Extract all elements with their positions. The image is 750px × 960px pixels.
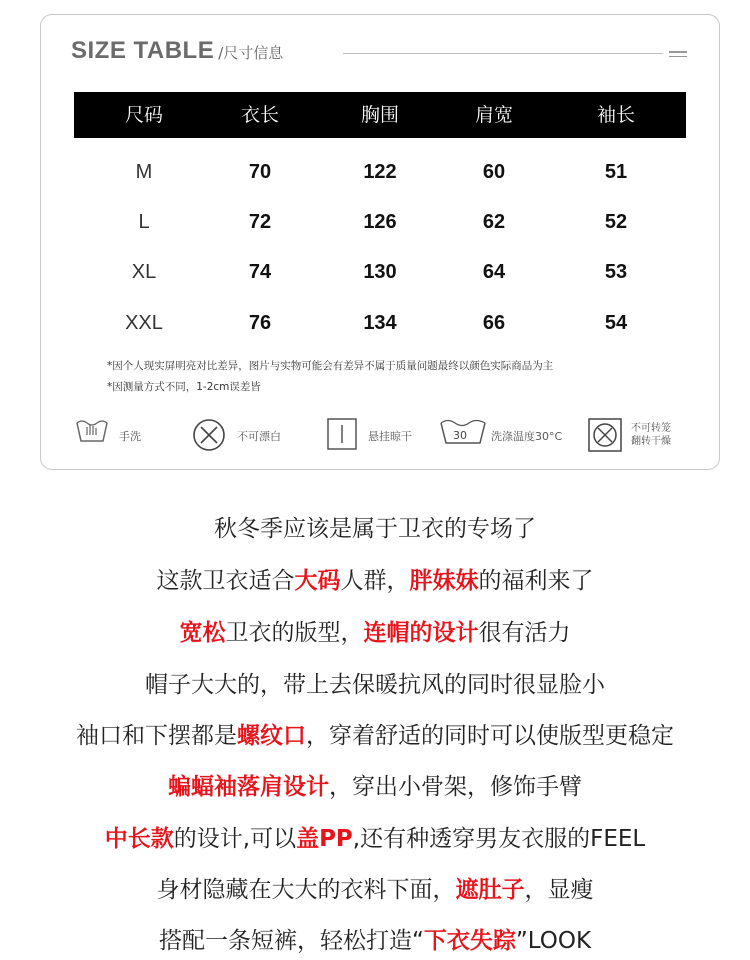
body-text: 搭配一条短裤，轻松打造“ bbox=[158, 928, 424, 954]
table-header bbox=[74, 92, 686, 138]
header-shoulder: 肩宽 bbox=[474, 104, 513, 126]
note-measure: *因测量方式不同，1-2cm误差皆 bbox=[107, 381, 261, 393]
cell-shoulder: 62 bbox=[482, 211, 506, 233]
table-row bbox=[74, 252, 686, 292]
header-sleeve: 袖长 bbox=[596, 104, 635, 126]
header-size: 尺码 bbox=[124, 104, 163, 126]
no-tumble-dry-icon bbox=[587, 417, 623, 453]
highlight-text: 中长款 bbox=[104, 826, 174, 852]
size-table-title bbox=[71, 37, 691, 71]
cell-chest: 126 bbox=[363, 211, 397, 233]
description-line bbox=[0, 510, 750, 543]
hand-wash-label: 手洗 bbox=[119, 430, 141, 443]
title-divider bbox=[343, 53, 663, 54]
no-bleach-icon bbox=[191, 417, 227, 453]
cell-sleeve: 52 bbox=[604, 211, 628, 233]
menu-lines-icon bbox=[669, 51, 687, 61]
wash-temp-number: 30 bbox=[453, 429, 467, 442]
body-text: ”LOOK bbox=[515, 928, 592, 954]
highlight-text: 下衣失踪 bbox=[423, 928, 516, 954]
cell-sleeve: 53 bbox=[604, 261, 628, 283]
description-line bbox=[0, 717, 750, 750]
cell-length: 76 bbox=[248, 312, 272, 334]
cell-length: 74 bbox=[248, 261, 272, 283]
body-text: 秋冬季应该是属于卫衣的专场了 bbox=[214, 516, 536, 542]
description-line bbox=[0, 614, 750, 647]
wash-temp-label: 洗涤温度30°C bbox=[491, 430, 563, 443]
highlight-text: 遮肚子 bbox=[455, 877, 525, 903]
header-chest: 胸围 bbox=[360, 104, 399, 126]
no-tumble-label-2: 翻转干燥 bbox=[631, 436, 671, 447]
highlight-text: 螺纹口 bbox=[237, 723, 306, 749]
body-text: ,还有种透穿男友衣服的FEEL bbox=[352, 826, 646, 852]
highlight-text: 大码 bbox=[294, 568, 341, 594]
cell-chest: 122 bbox=[363, 161, 397, 183]
care-no-bleach bbox=[191, 415, 301, 455]
description-line bbox=[0, 666, 750, 699]
cell-shoulder: 66 bbox=[482, 312, 506, 334]
care-hand-wash bbox=[75, 415, 185, 455]
size-table-card bbox=[40, 14, 720, 470]
cell-length: 70 bbox=[248, 161, 272, 183]
body-text: ，穿着舒适的同时可以使版型更稳定 bbox=[306, 723, 674, 749]
header-length: 衣长 bbox=[240, 104, 279, 126]
cell-size: L bbox=[138, 211, 150, 233]
body-text: 的设计,可以 bbox=[173, 826, 297, 852]
cell-shoulder: 60 bbox=[482, 161, 506, 183]
cell-chest: 130 bbox=[363, 261, 397, 283]
cell-sleeve: 54 bbox=[604, 312, 628, 334]
care-wash-temp bbox=[439, 415, 589, 455]
cell-size: XXL bbox=[125, 312, 163, 334]
body-text: 这款卫衣适合 bbox=[156, 568, 295, 594]
highlight-text: 盖PP bbox=[296, 826, 353, 852]
highlight-text: 宽松 bbox=[179, 620, 226, 646]
title-english: SIZE TABLE bbox=[71, 37, 215, 64]
body-text: 身材隐藏在大大的衣料下面， bbox=[156, 877, 456, 903]
cell-length: 72 bbox=[248, 211, 272, 233]
cell-shoulder: 64 bbox=[482, 261, 506, 283]
body-text: ，穿出小骨架，修饰手臂 bbox=[329, 774, 582, 800]
cell-sleeve: 51 bbox=[604, 161, 628, 183]
note-color: *因个人现实屏明亮对比差异，图片与实物可能会有差异不属于质量问题最终以颜色实际商品为主 bbox=[107, 360, 554, 372]
care-hang-dry bbox=[326, 415, 436, 455]
hang-dry-icon bbox=[326, 417, 358, 451]
care-no-tumble bbox=[587, 415, 707, 455]
highlight-text: 连帽的设计 bbox=[363, 620, 479, 646]
no-tumble-label-1: 不可转笼 bbox=[631, 423, 671, 434]
highlight-text: 胖妹妹 bbox=[409, 568, 479, 594]
body-text: 很有活力 bbox=[478, 620, 571, 646]
description-line bbox=[0, 562, 750, 595]
cell-size: M bbox=[135, 161, 153, 183]
body-text: ，显瘦 bbox=[524, 877, 594, 903]
table-row bbox=[74, 152, 686, 192]
body-text: 帽子大大的，带上去保暖抗风的同时很显脸小 bbox=[145, 672, 605, 698]
description-line bbox=[0, 820, 750, 853]
cell-size: XL bbox=[131, 261, 157, 283]
title-chinese: /尺寸信息 bbox=[218, 44, 284, 62]
description-line bbox=[0, 768, 750, 801]
cell-chest: 134 bbox=[363, 312, 397, 334]
description-line bbox=[0, 922, 750, 955]
description-line bbox=[0, 871, 750, 904]
table-row bbox=[74, 303, 686, 343]
body-text: 卫衣的版型， bbox=[225, 620, 364, 646]
hand-wash-icon bbox=[75, 415, 109, 445]
body-text: 人群， bbox=[340, 568, 410, 594]
body-text: 的福利来了 bbox=[478, 568, 594, 594]
no-bleach-label: 不可漂白 bbox=[237, 430, 281, 443]
table-row bbox=[74, 202, 686, 242]
highlight-text: 蝙蝠袖落肩设计 bbox=[168, 774, 329, 800]
hang-dry-label: 悬挂晾干 bbox=[368, 430, 412, 443]
body-text: 袖口和下摆都是 bbox=[76, 723, 237, 749]
